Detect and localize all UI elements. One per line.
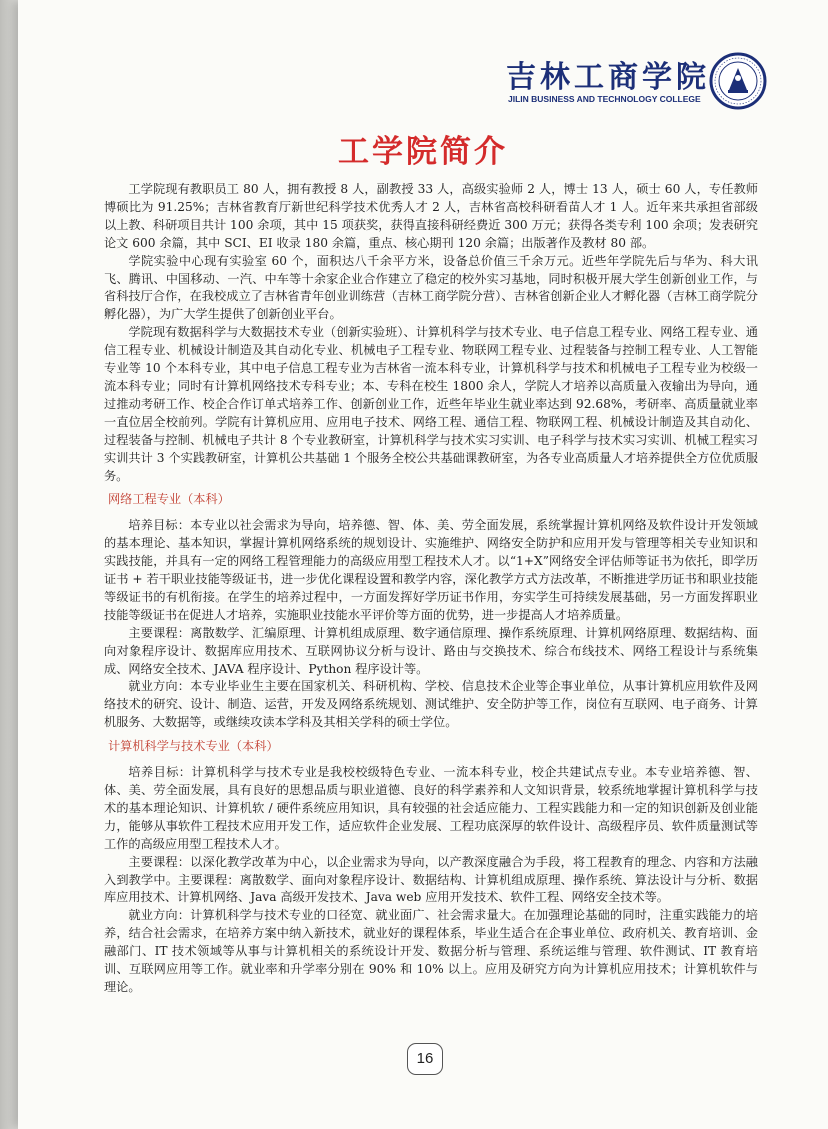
logo-chinese-name: 吉林工商学院: [506, 60, 710, 95]
document-page: [18, 0, 828, 1129]
article-body: [104, 181, 758, 997]
intro-paragraph-1: 工学院现有教职员工 80 人，拥有教授 8 人，副教授 33 人，高级实验师 2 人，博士 13 人，硕士 60 人，专任教师博硕比为 91.25%；吉林省教育厅新世纪科学技术优秀人才 2 人，吉林省高校科研看苗人才 1 人。近年来共承担省部级以上教、科研项目共计 100 余项，其中 15 项获奖，获得直接科研经费近 300 万元；获得各类专利 100 余项；发表研究论文 600 余篇，其中 SCI、EI 收录 180 余篇，重点、核心期刊 120 余篇；出版著作及教材 80 部。: [104, 182, 758, 250]
logo-english-name: JILIN BUSINESS AND TECHNOLOGY COLLEGE: [508, 94, 701, 104]
network-career-paragraph: 就业方向：本专业毕业生主要在国家机关、科研机构、学校、信息技术企业等企事业单位，从事计算机应用软件及网络技术的研究、设计、制造、运营，开发及网络系统规划、测试维护、安全防护等工作，岗位有互联网、电子商务、计算机服务、大数据等，或继续攻读本学科及其相关学科的硕士学位。: [104, 679, 758, 730]
page-number: 16: [407, 1043, 443, 1075]
network-goal-paragraph: 培养目标：本专业以社会需求为导向，培养德、智、体、美、劳全面发展，系统掌握计算机网络及软件设计开发领域的基本理论、基本知识，掌握计算机网络系统的规划设计、实施维护、网络安全防护和应用开发与管理等相关专业知识和实践技能，并具有一定的网络工程管理能力的高级应用型工程技术人才。以“1+X”网络安全评估师等证书为依托，即学历证书 + 若干职业技能等级证书，进一步优化课程设置和教学内容，深化教学方式方法改革，不断推进学历证书和职业技能等级证书的有机衔接。在学生的培养过程中，一方面发挥好学历证书作用，夯实学生可持续发展基础，另一方面发挥职业技能等级证书在促进人才培养，实施职业技能水平评价等方面的优势，进一步提高人才培养质量。: [104, 518, 758, 622]
intro-paragraph-3: 学院现有数据科学与大数据技术专业（创新实验班）、计算机科学与技术专业、电子信息工程专业、网络工程专业、通信工程专业、机械设计制造及其自动化专业、机械电子工程专业、物联网工程专业、过程装备与控制工程专业、人工智能专业等 10 个本科专业，其中电子信息工程专业为吉林省一流本科专业，计算机科学与技术和机械电子工程专业为校级一流本科专业；同时有计算机网络技术专科专业；本、专科在校生 1800 余人，学院人才培养以高质量入夜输出为导向，通过推动考研工作、校企合作订单式培养工作、创新创业工作，近些年毕业生就业率达到 92.68%，考研率、高质量就业率一直位居全校前列。学院有计算机应用、应用电子技术、网络工程、通信工程、物联网工程、机械设计制造及其自动化、过程装备与控制、机械电子共计 8 个专业教研室，计算机科学与技术实习实训、电子科学与技术实习实训、机械工程实习实训共计 3 个实践教研室，计算机公共基础 1 个服务全校公共基础课教研室，为各专业高质量人才培养提供全方位优质服务。: [104, 325, 758, 483]
section-heading-network-engineering: 网络工程专业（本科）: [108, 492, 230, 507]
cs-goal-paragraph: 培养目标：计算机科学与技术专业是我校校级特色专业、一流本科专业，校企共建试点专业。本专业培养德、智、体、美、劳全面发展，具有良好的思想品质与职业道德、良好的科学素养和人文知识背景，较系统地掌握计算机科学与技术的基本理论知识、计算机软 / 硬件系统应用知识，具有较强的社会适应能力、工程实践能力和一定的知识创新及创业能力，能够从事软件工程技术应用开发工作，适应软件企业发展、工程功底深厚的软件设计、高级程序员、软件质量测试等工作的高级应用型工程技术人才。: [104, 765, 758, 851]
cs-courses-paragraph: 主要课程：以深化教学改革为中心，以企业需求为导向，以产教深度融合为手段，将工程教育的理念、内容和方法融入到教学中。主要课程：离散数学、面向对象程序设计、数据结构、计算机组成原理、操作系统、算法设计与分析、数据库应用技术、计算机网络、Java 高级开发技术、Java web 应用开发技术、软件工程、网络安全技术等。: [104, 854, 758, 905]
network-courses-paragraph: 主要课程：离散数学、汇编原理、计算机组成原理、数字通信原理、操作系统原理、计算机网络原理、数据结构、面向对象程序设计、数据库应用技术、互联网协议分析与设计、路由与交换技术、综合布线技术、网络工程设计与系统集成、网络安全技术、JAVA 程序设计、Python 程序设计等。: [104, 625, 758, 676]
section-heading-computer-science: 计算机科学与技术专业（本科）: [108, 739, 279, 754]
book-spine: [0, 0, 18, 1129]
college-logo: [506, 52, 828, 112]
intro-paragraph-2: 学院实验中心现有实验室 60 个，面积达八千余平方米，设备总价值三千余万元。近些年学院先后与华为、科大讯飞、腾讯、中国移动、一汽、中车等十余家企业合作建立了稳定的校外实习基地，同时积极开展大学生创新创业工作，与省科技厅合作，在我校成立了吉林省青年创业训练营（吉林工商学院分营）、吉林省创新企业人才孵化器（吉林工商学院分孵化器），为广大学生提供了创新创业平台。: [104, 253, 758, 322]
cs-career-paragraph: 就业方向：计算机科学与技术专业的口径宽、就业面广、社会需求量大。在加强理论基础的同时，注重实践能力的培养，结合社会需求，在培养方案中纳入新技术，就业好的课程体系，毕业生适合在企事业单位、政府机关、教育培训、金融部门、IT 技术领域等从事与计算机相关的系统设计开发、数据分析与管理、系统运维与管理、软件测试、IT 教育培训、互联网应用等工作。就业率和升学率分别在 90% 和 10% 以上。应用及研究方向为计算机应用技术；计算机软件与理论。: [104, 908, 758, 994]
page-title: 工学院简介: [338, 134, 508, 170]
college-seal-icon: [709, 52, 767, 110]
